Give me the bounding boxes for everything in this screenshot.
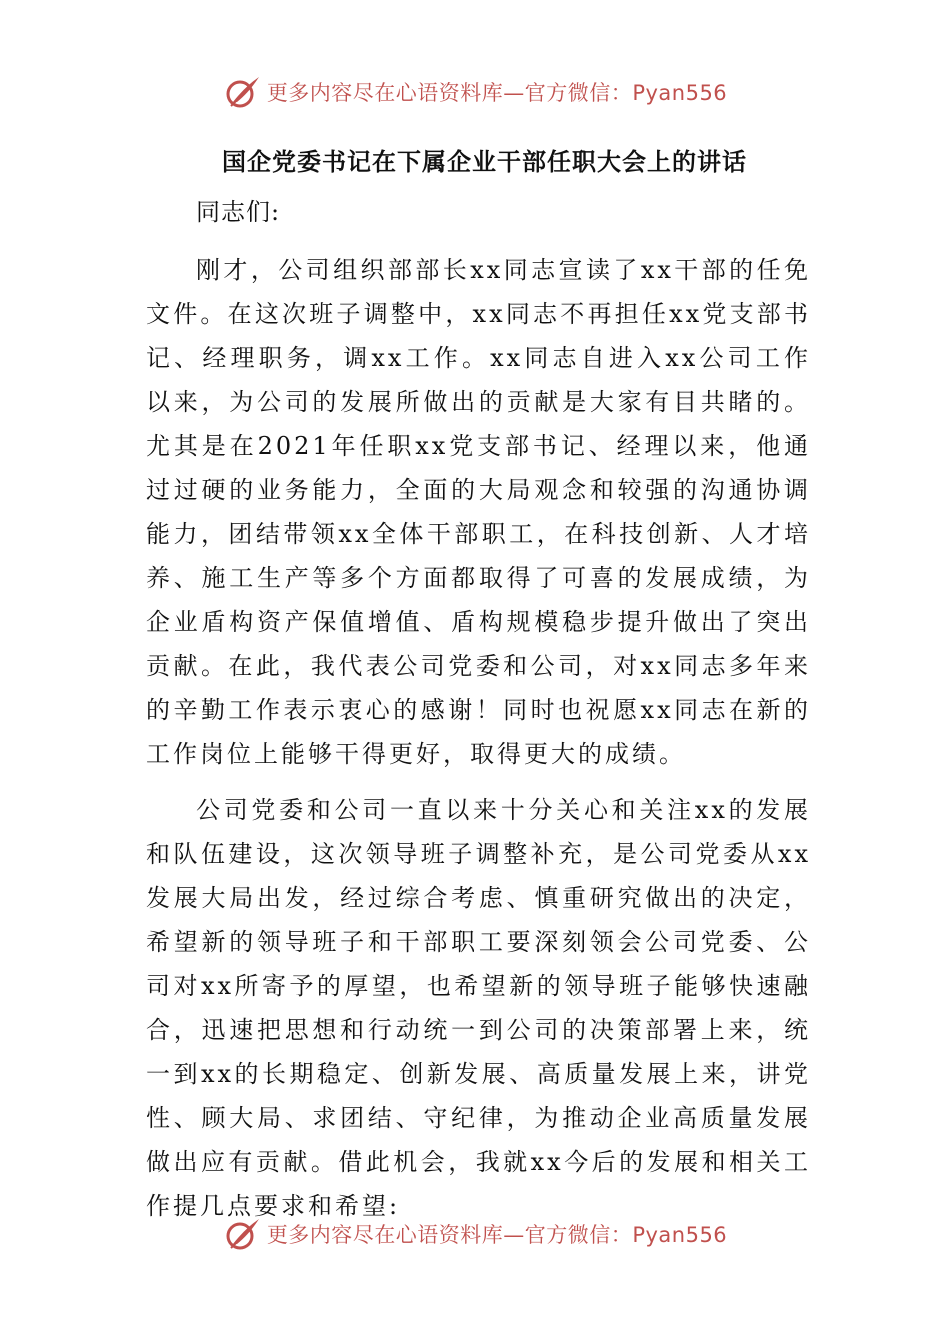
document-body: [146, 140, 811, 1240]
feather-pen-logo-icon: [223, 1214, 263, 1254]
banner-wechat-id: Pyan556: [632, 81, 728, 105]
banner-text: [267, 1219, 727, 1249]
salutation: 同志们:: [196, 198, 281, 226]
paragraph-1: 刚才，公司组织部部长xx同志宣读了xx干部的任免文件。在这次班子调整中，xx同志不再担任xx党支部书记、经理职务，调xx工作。xx同志自进入xx公司工作以来，为公司的发展所做出的贡献是大家有目共睹的。尤其是在2021年任职xx党支部书记、经理以来，他通过过硬的业务能力，全面的大局观念和较强的沟通协调能力，团结带领xx全体干部职工，在科技创新、人才培养、施工生产等多个方面都取得了可喜的发展成绩，为企业盾构资产保值增值、盾构规模稳步提升做出了突出贡献。在此，我代表公司党委和公司，对xx同志多年来的辛勤工作表示衷心的感谢！同时也祝愿xx同志在新的工作岗位上能够干得更好，取得更大的成绩。: [146, 256, 811, 768]
banner-text: [267, 77, 727, 107]
document-title: 国企党委书记在下属企业干部任职大会上的讲话: [222, 147, 747, 176]
banner-label: 更多内容尽在心语资料库—官方微信：: [266, 81, 633, 105]
banner-label: 更多内容尽在心语资料库—官方微信：: [266, 1223, 633, 1247]
banner-wechat-id: Pyan556: [632, 1223, 728, 1247]
footer-banner: [0, 1212, 950, 1256]
paragraph-2: 公司党委和公司一直以来十分关心和关注xx的发展和队伍建设，这次领导班子调整补充，是公司党委从xx发展大局出发，经过综合考虑、慎重研究做出的决定，希望新的领导班子和干部职工要深刻领会公司党委、公司对xx所寄予的厚望，也希望新的领导班子能够快速融合，迅速把思想和行动统一到公司的决策部署上来，统一到xx的长期稳定、创新发展、高质量发展上来，讲党性、顾大局、求团结、守纪律，为推动企业高质量发展做出应有贡献。借此机会，我就xx今后的发展和相关工作提几点要求和希望:: [146, 796, 811, 1220]
feather-pen-logo-icon: [223, 72, 263, 112]
header-banner: [0, 70, 950, 114]
